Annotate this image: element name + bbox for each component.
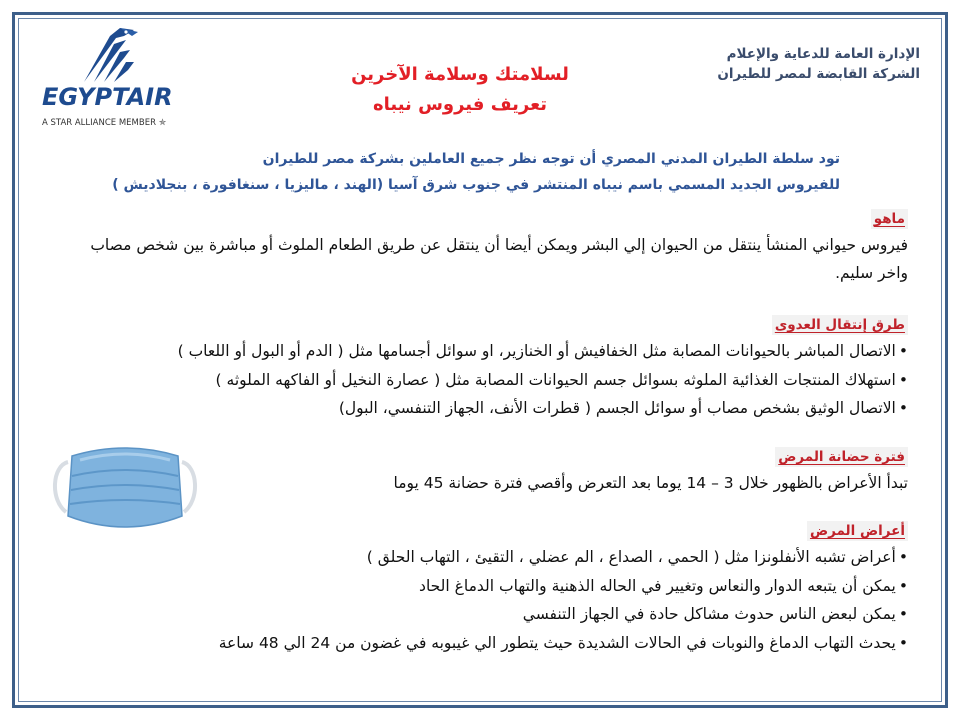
intro-line-2: للفيروس الجديد المسمي باسم نيباه المنتشر في جنوب شرق آسيا (الهند ، ماليزيا ، سنغافورة ، بنجلاديش ) xyxy=(112,177,840,193)
list-item: • يمكن لبعض الناس حدوث مشاكل حادة في الجهاز التنفسي xyxy=(58,600,908,629)
star-alliance-icon: ✯ xyxy=(158,118,167,128)
incubation-text: تبدأ الأعراض بالظهور خلال 3 – 14 يوما بعد التعرض وأقصي فترة حضانة 45 يوما xyxy=(393,474,908,492)
page-title xyxy=(300,60,620,120)
section-title-symptoms: أعراض المرض xyxy=(807,521,908,541)
what-description: فيروس حيواني المنشأ ينتقل من الحيوان إلي البشر ويمكن أيضا أن ينتقل عن طريق الطعام الملوث أو مباشرة بين شخص مصاب واخر سليم. xyxy=(90,236,908,282)
tagline-text: A STAR ALLIANCE MEMBER xyxy=(42,118,156,128)
star-alliance-tagline xyxy=(42,118,192,128)
symptoms-list xyxy=(58,543,908,657)
section-symptoms xyxy=(58,520,908,657)
egyptair-wordmark: EGYPTAIR xyxy=(42,83,173,111)
section-what xyxy=(68,208,908,287)
org-line-2: الشركة القابضة لمصر للطيران xyxy=(717,66,920,82)
org-line-1: الإدارة العامة للدعاية والإعلام xyxy=(726,46,920,62)
title-line-2: تعريف فيروس نيباه xyxy=(372,94,548,115)
egyptair-logo xyxy=(40,26,190,136)
list-item: • أعراض تشبه الأنفلونزا مثل ( الحمي ، الصداع ، الم عضلي ، التقيئ ، التهاب الحلق ) xyxy=(58,543,908,572)
transmission-list xyxy=(58,337,908,423)
section-title-what: ماهو xyxy=(871,209,908,229)
section-title-transmission: طرق إنتقال العدوى xyxy=(772,315,908,335)
list-item: • يمكن أن يتبعه الدوار والنعاس وتغيير في الحاله الذهنية والتهاب الدماغ الحاد xyxy=(58,572,908,601)
horus-falcon-icon xyxy=(76,26,146,84)
section-title-incubation: فترة حضانة المرض xyxy=(775,447,908,467)
list-item: • الاتصال الوثيق بشخص مصاب أو سوائل الجسم ( قطرات الأنف، الجهاز التنفسي، البول) xyxy=(58,394,908,423)
section-incubation xyxy=(228,446,908,497)
list-item: • يحدث التهاب الدماغ والنوبات في الحالات الشديدة حيث يتطور الي غيبوبه في غضون من 24 الي 48 ساعة xyxy=(58,629,908,658)
intro-text xyxy=(70,146,840,198)
list-item: • استهلاك المنتجات الغذائية الملوثه بسوائل جسم الحيوانات المصابة مثل ( عصارة النخيل أو الفاكهه الملوثه ) xyxy=(58,366,908,395)
organization-header xyxy=(660,44,920,84)
list-item: • الاتصال المباشر بالحيوانات المصابة مثل الخفافيش أو الخنازير، او سوائل أجسامها مثل ( الدم أو البول أو اللعاب ) xyxy=(58,337,908,366)
title-line-1: لسلامتك وسلامة الآخرين xyxy=(351,64,569,85)
intro-line-1: تود سلطة الطيران المدني المصري أن توجه نظر جميع العاملين بشركة مصر للطيران xyxy=(262,151,840,167)
section-transmission xyxy=(58,314,908,423)
